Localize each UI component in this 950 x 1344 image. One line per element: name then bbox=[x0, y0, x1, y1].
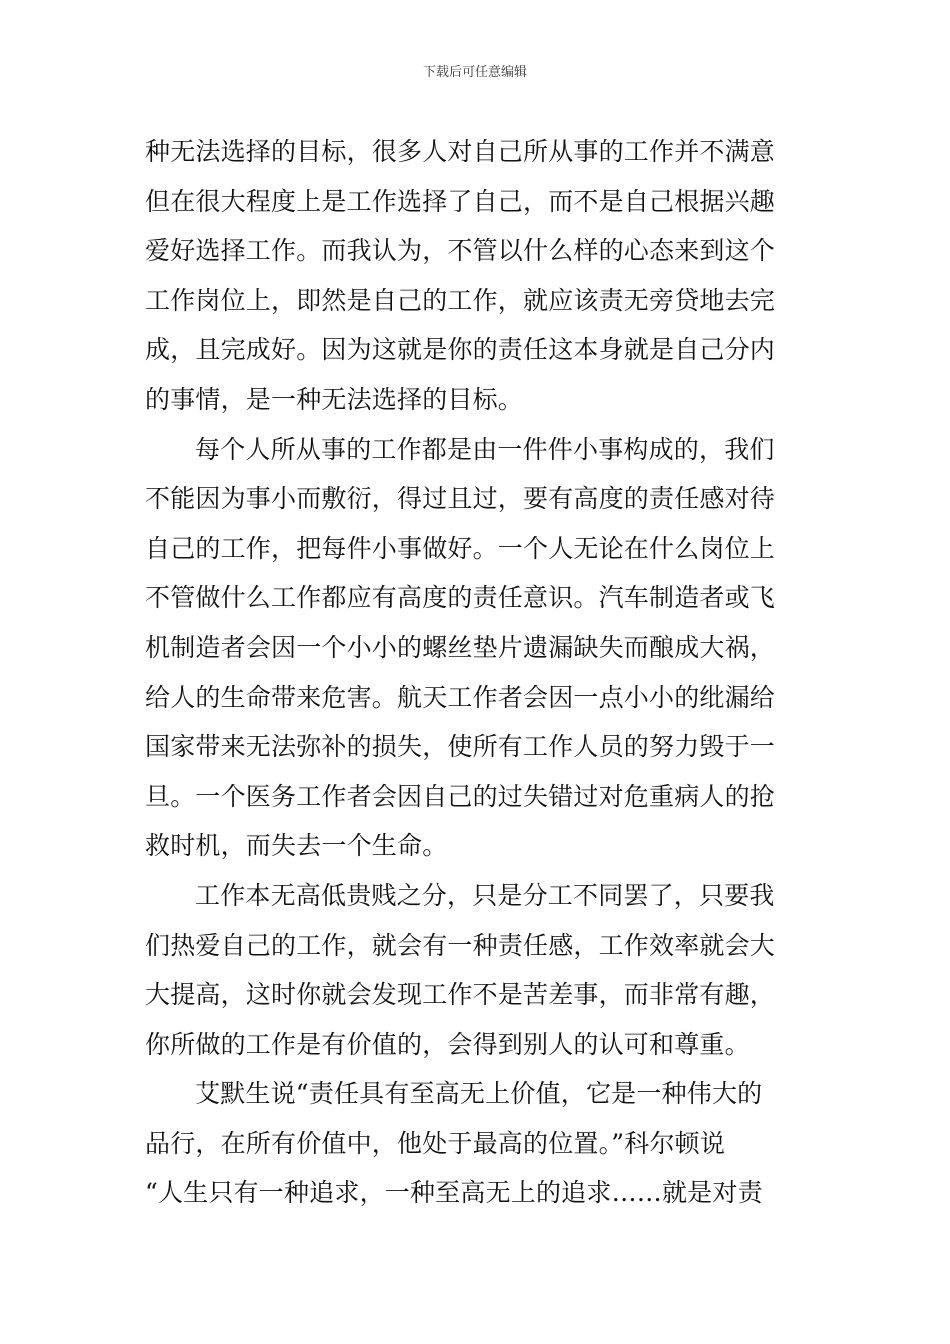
page-header: 下载后可任意编辑 bbox=[422, 65, 527, 80]
text-line: 机制造者会因一个小小的螺丝垫片遗漏缺失而酿成大祸， bbox=[145, 632, 776, 662]
text-line: 爱好选择工作。而我认为，不管以什么样的心态来到这个 bbox=[145, 236, 776, 266]
text-line: 品行，在所有价值中，他处于最高的位置。”科尔顿说 bbox=[145, 1128, 726, 1158]
text-line: 自己的工作，把每件小事做好。一个人无论在什么岗位上 bbox=[145, 533, 776, 563]
text-line: 工作岗位上，即然是自己的工作，就应该责无旁贷地去完 bbox=[145, 285, 776, 315]
text-line: 的事情，是一种无法选择的目标。 bbox=[145, 384, 524, 414]
text-line: 每个人所从事的工作都是由一件件小事构成的，我们 bbox=[195, 434, 775, 464]
text-line: 工作本无高低贵贱之分，只是分工不同罢了，只要我 bbox=[195, 880, 775, 910]
text-line: “人生只有一种追求，一种至高无上的追求……就是对责 bbox=[145, 1178, 763, 1208]
text-line: 成，且完成好。因为这就是你的责任这本身就是自己分内 bbox=[145, 335, 776, 365]
text-line: 种无法选择的目标，很多人对自己所从事的工作并不满意 bbox=[145, 137, 776, 166]
text-line: 给人的生命带来危害。航天工作者会因一点小小的纰漏给 bbox=[145, 682, 776, 712]
text-line: 艾默生说“责任具有至高无上价值，它是一种伟大的 bbox=[195, 1079, 763, 1109]
text-line: 你所做的工作是有价值的，会得到别人的认可和尊重。 bbox=[145, 1029, 750, 1059]
text-line: 国家带来无法弥补的损失，使所有工作人员的努力毁于一 bbox=[145, 732, 776, 762]
text-line: 不能因为事小而敷衍，得过且过，要有高度的责任感对待 bbox=[145, 484, 776, 514]
text-line: 旦。一个医务工作者会因自己的过失错过对危重病人的抢 bbox=[145, 781, 776, 811]
text-line: 大提高，这时你就会发现工作不是苦差事，而非常有趣， bbox=[145, 980, 776, 1010]
text-line: 但在很大程度上是工作选择了自己，而不是自己根据兴趣 bbox=[145, 186, 776, 216]
text-line: 们热爱自己的工作，就会有一种责任感，工作效率就会大 bbox=[145, 930, 776, 960]
document-body bbox=[145, 127, 810, 1218]
text-line: 不管做什么工作都应有高度的责任意识。汽车制造者或飞 bbox=[145, 583, 776, 613]
text-line: 救时机，而失去一个生命。 bbox=[145, 831, 448, 861]
